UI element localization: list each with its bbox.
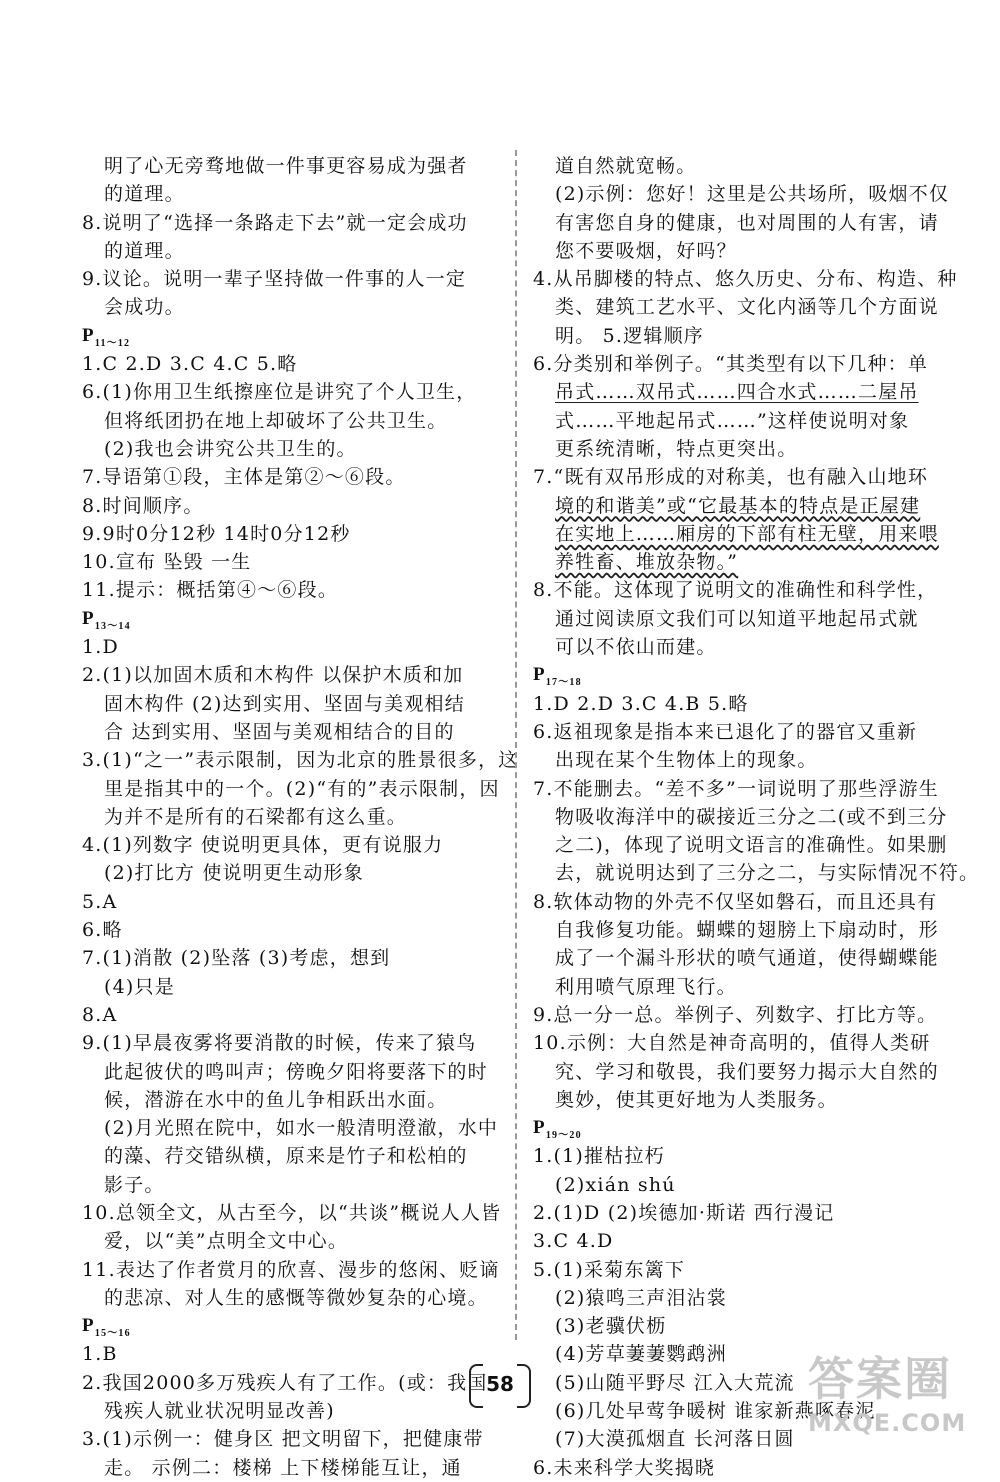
answer-line [533,916,955,944]
answer-text: 去，就说明达到了三分之二，与实际情况不符。 [555,862,980,885]
answer-line [533,520,955,548]
answer-line [533,831,955,859]
answer-line [82,746,519,774]
answer-text: (7)大漠孤烟直 长河落日圆 [555,1428,795,1451]
answer-line [533,180,955,208]
answer-line [82,888,498,916]
section-heading-range: 19～20 [545,1129,582,1141]
answer-line [82,1425,498,1453]
answer-text: 明。 5.逻辑顺序 [555,324,704,347]
answer-text: 8.A [82,1003,118,1026]
answer-text: 4.从吊脚楼的特点、悠久历史、分布、构造、种 [533,268,958,291]
watermark-url: MXQE.COM [808,1409,967,1437]
answer-line [533,463,955,491]
answer-text: 有害您自身的健康，也对周围的人有害，请 [555,211,939,234]
answer-line [533,1312,955,1340]
section-heading-letter: P [82,607,95,629]
answer-text: 候，潜游在水中的鱼儿争相跃出水面。 [104,1088,448,1111]
answer-text: 更系统清晰，特点更突出。 [555,437,798,460]
answer-text: (3)老骥伏枥 [555,1315,667,1338]
answer-text: 11.提示：概括第④～⑥段。 [82,579,339,602]
answer-line [533,378,955,406]
answer-line [533,1029,955,1057]
answer-text: 7.导语第①段，主体是第②～⑥段。 [82,466,406,489]
answer-line [533,576,955,604]
answer-line [82,1340,498,1368]
answer-text: 7.不能删去。“差不多”一词说明了那些浮游生 [533,777,939,800]
answer-line [533,293,955,321]
answer-text: 自我修复功能。蝴蝶的翅膀上下扇动时，形 [555,919,939,942]
answer-line [533,152,955,180]
answer-line [533,1454,955,1482]
answer-line [82,944,498,972]
answer-line [533,1086,955,1114]
watermark-title: 答案圈 [808,1352,952,1406]
answer-text: 1.D 2.D 3.C 4.B 5.略 [533,692,749,715]
answer-line [82,1454,498,1482]
answer-text: (2)打比方 使说明更生动形象 [104,862,364,885]
answer-line [82,180,498,208]
answer-text: 9.总一分一总。举例子、列数字、打比方等。 [533,1003,938,1026]
answer-text: (4)只是 [104,975,175,998]
answer-text: (2)月光照在院中，如水一般清明澄澈，水中 [104,1117,499,1140]
page-number-left-bracket [469,1364,483,1408]
answer-text: 残疾人就业状况明显改善) [104,1400,335,1423]
section-heading-range: 15～16 [94,1327,131,1339]
column-divider [515,150,517,1340]
answer-text: 固木构件 (2)达到实用、坚固与美观相结 [104,692,465,715]
answer-text: 境的和谐美”或“它最基本的特点是正屋建 [555,494,921,517]
answer-line [533,944,955,972]
answer-text: 3.(1)“之一”表示限制，因为北京的胜景很多，这 [82,749,519,772]
page-number-right-bracket [517,1364,531,1408]
answer-line [82,1171,498,1199]
answer-line [533,1142,955,1170]
answer-text: 但将纸团扔在地上却破坏了公共卫生。 [104,409,448,432]
answer-text: 6.返祖现象是指本来已退化了的器官又重新 [533,720,918,743]
section-heading [82,322,498,350]
answer-line [533,775,955,803]
answer-line [82,237,498,265]
answer-text: (5)山随平野尽 江入大荒流 [555,1371,795,1394]
answer-line [533,633,955,661]
section-heading [82,1312,498,1340]
section-heading-range: 11～12 [94,337,131,349]
answer-text: 3.(1)示例一：健身区 把文明留下，把健康带 [82,1428,484,1451]
answer-line [533,322,955,350]
answer-text: 10.宣布 坠毁 一生 [82,551,252,574]
page-number-text: 58 [486,1372,514,1396]
answer-text: 的藻、荇交错纵横，原来是竹子和松柏的 [104,1145,468,1168]
section-heading [82,605,498,633]
answer-text: 走。 示例二：楼梯 上下楼梯能互让，通 [104,1456,462,1479]
answer-line [82,407,498,435]
answer-text: 合 达到实用、坚固与美观相结合的目的 [104,720,455,743]
answer-text: (2)示例：您好！这里是公共场所，吸烟不仅 [555,183,950,206]
answer-text: 奥妙，使其更好地为人类服务。 [555,1088,838,1111]
section-heading [533,661,955,689]
answer-line [533,407,955,435]
answer-line [533,690,955,718]
answer-line [82,661,498,689]
answer-line [533,1284,955,1312]
section-heading-letter: P [82,324,95,346]
answer-text: 4.(1)列数字 使说明更具体，更有说服力 [82,834,444,857]
answer-text: 为并不是所有的石梁都有这么重。 [104,805,408,828]
answer-text: (2)猿鸣三声泪沾裳 [555,1286,727,1309]
answer-line [82,548,498,576]
answer-text: 究、学习和敬畏，我们要努力揭示大自然的 [555,1060,939,1083]
answer-line [82,775,498,803]
answer-line [82,633,498,661]
answer-text: (2)我也会讲究公共卫生的。 [104,437,357,460]
answer-text: 的道理。 [104,239,185,262]
answer-text: 2.我国2000多万残疾人有了工作。(或：我国 [82,1371,488,1394]
answer-line [533,435,955,463]
answer-line [82,1369,498,1397]
answer-text: 在实地上……厢房的下部有柱无壁，用来喂 [555,522,939,545]
answer-text: 类、建筑工艺水平、文化内涵等几个方面说 [555,296,939,319]
answer-text: 8.说明了“选择一条路走下去”就一定会成功 [82,211,468,234]
answer-text: 3.C 4.D [533,1230,614,1253]
answer-text: 10.示例：大自然是神奇高明的，值得人类研 [533,1032,931,1055]
answer-text: 6.未来科学大奖揭晓 [533,1456,716,1479]
answer-line [82,831,498,859]
answer-text: 1.(1)摧枯拉朽 [533,1145,665,1168]
answer-line [82,520,498,548]
answer-line [533,1256,955,1284]
answer-text: 9.议论。说明一辈子坚持做一件事的人一定 [82,268,467,291]
answer-line [82,1114,498,1142]
answer-text: 物吸收海洋中的碳接近三分之二(或不到三分 [555,805,948,828]
answer-line [82,435,498,463]
answer-text: (2)xián shú [555,1173,676,1196]
answer-line [533,1058,955,1086]
answer-text: 影子。 [104,1173,165,1196]
answer-line [82,576,498,604]
answer-line [82,1029,498,1057]
answer-line [533,859,980,887]
answer-line [82,463,498,491]
answer-text: 养牲畜、堆放杂物。” [555,551,739,574]
answer-text: 会成功。 [104,296,185,319]
answer-line [82,293,498,321]
answer-line [533,350,955,378]
answer-line [533,718,955,746]
answer-text: 通过阅读原文我们可以知道平地起吊式就 [555,607,919,630]
answer-text: 8.时间顺序。 [82,494,204,517]
answer-line [82,265,498,293]
answer-text: 6.(1)你用卫生纸擦座位是讲究了个人卫生， [82,381,477,404]
answer-text: 5.A [82,890,118,913]
answer-text: 6.略 [82,919,123,942]
answer-text: 出现在某个生物体上的现象。 [555,749,818,772]
watermark-logo [808,1343,978,1443]
answer-line [533,265,958,293]
answer-text: 1.B [82,1343,118,1366]
answer-line [533,209,955,237]
answer-line [82,350,498,378]
answer-line [82,973,498,1001]
answer-text: 的悲凉、对人生的感慨等微妙复杂的心境。 [104,1286,488,1309]
answer-line [82,718,498,746]
answer-text: 8.软体动物的外壳不仅坚如磐石，而且还具有 [533,890,938,913]
answer-text: 11.表达了作者赏月的欣喜、漫步的悠闲、贬谪 [82,1258,500,1281]
right-column [533,152,980,1482]
answer-text: 式……平地起吊式……”这样使说明对象 [555,409,910,432]
answer-line [82,378,498,406]
answer-text: 您不要吸烟，好吗？ [555,239,737,262]
answer-line [82,1397,498,1425]
section-heading-letter: P [533,664,546,686]
section-heading-letter: P [533,1117,546,1139]
answer-text: 7.“既有双吊形成的对称美，也有融入山地环 [533,466,929,489]
answer-text: 爱，以“美”点明全文中心。 [104,1230,349,1253]
answer-text: (6)几处早莺争暖树 谁家新燕啄春泥 [555,1400,876,1423]
section-heading-letter: P [82,1315,95,1337]
answer-line [82,1227,498,1255]
answer-text: 可以不依山而建。 [555,636,717,659]
answer-text: 9.9时0分12秒 14时0分12秒 [82,522,351,545]
answer-line [533,803,955,831]
answer-text: 6.分类别和举例子。“其类型有以下几种：单 [533,353,929,376]
answer-line [82,1142,498,1170]
answer-text: 2.(1)以加固木质和木构件 以保护木质和加 [82,664,464,687]
answer-text: 9.(1)早晨夜雾将要消散的时候，传来了猿鸟 [82,1032,477,1055]
answer-line [82,152,498,180]
answer-line [82,1058,498,1086]
answer-line [82,1086,498,1114]
answer-line [533,888,955,916]
answer-line [533,548,955,576]
answer-text: 里是指其中的一个。(2)“有的”表示限制，因 [104,777,500,800]
answer-line [533,237,955,265]
page-number [467,1362,533,1406]
answer-text: 此起彼伏的鸣叫声；傍晚夕阳将要落下的时 [104,1060,488,1083]
answer-text: 成了一个漏斗形状的喷气通道，使得蝴蝶能 [555,947,939,970]
answer-text: 吊式……双吊式……四合水式……二屋吊 [555,381,919,404]
answer-line [82,1284,498,1312]
answer-text: 1.D [82,636,119,659]
answer-text: 7.(1)消散 (2)坠落 (3)考虑，想到 [82,947,391,970]
answer-line [533,1227,955,1255]
answer-line [82,1199,502,1227]
answer-line [533,492,955,520]
answer-line [533,746,955,774]
answer-line [82,690,498,718]
answer-line [533,1199,955,1227]
section-heading [533,1114,955,1142]
answer-text: 10.总领全文，从古至今，以“共谈”概说人人皆 [82,1201,502,1224]
answer-line [82,1001,498,1029]
answer-line [533,605,955,633]
answer-line [82,492,498,520]
answer-line [533,1001,955,1029]
answer-line [82,803,498,831]
answer-line [533,973,955,1001]
answer-line [533,1171,955,1199]
answer-line [82,859,498,887]
answer-text: 之二)，体现了说明文语言的准确性。如果删 [555,834,948,857]
answer-text: 8.不能。这体现了说明文的准确性和科学性， [533,579,938,602]
section-heading-range: 13～14 [94,620,131,632]
answer-text: 1.C 2.D 3.C 4.C 5.略 [82,353,298,376]
answer-line [82,209,498,237]
answer-line [82,916,498,944]
answer-text: 利用喷气原理飞行。 [555,975,737,998]
answer-text: 5.(1)采菊东篱下 [533,1258,686,1281]
answer-text: 的道理。 [104,183,185,206]
answer-line [82,1256,498,1284]
answer-text: (4)芳草萋萋鹦鹉洲 [555,1343,727,1366]
section-heading-range: 17～18 [545,677,582,689]
answer-text: 2.(1)D (2)埃德加·斯诺 西行漫记 [533,1201,835,1224]
answer-text: 明了心无旁骛地做一件事更容易成为强者 [104,155,468,177]
answer-text: 道自然就宽畅。 [555,155,697,177]
